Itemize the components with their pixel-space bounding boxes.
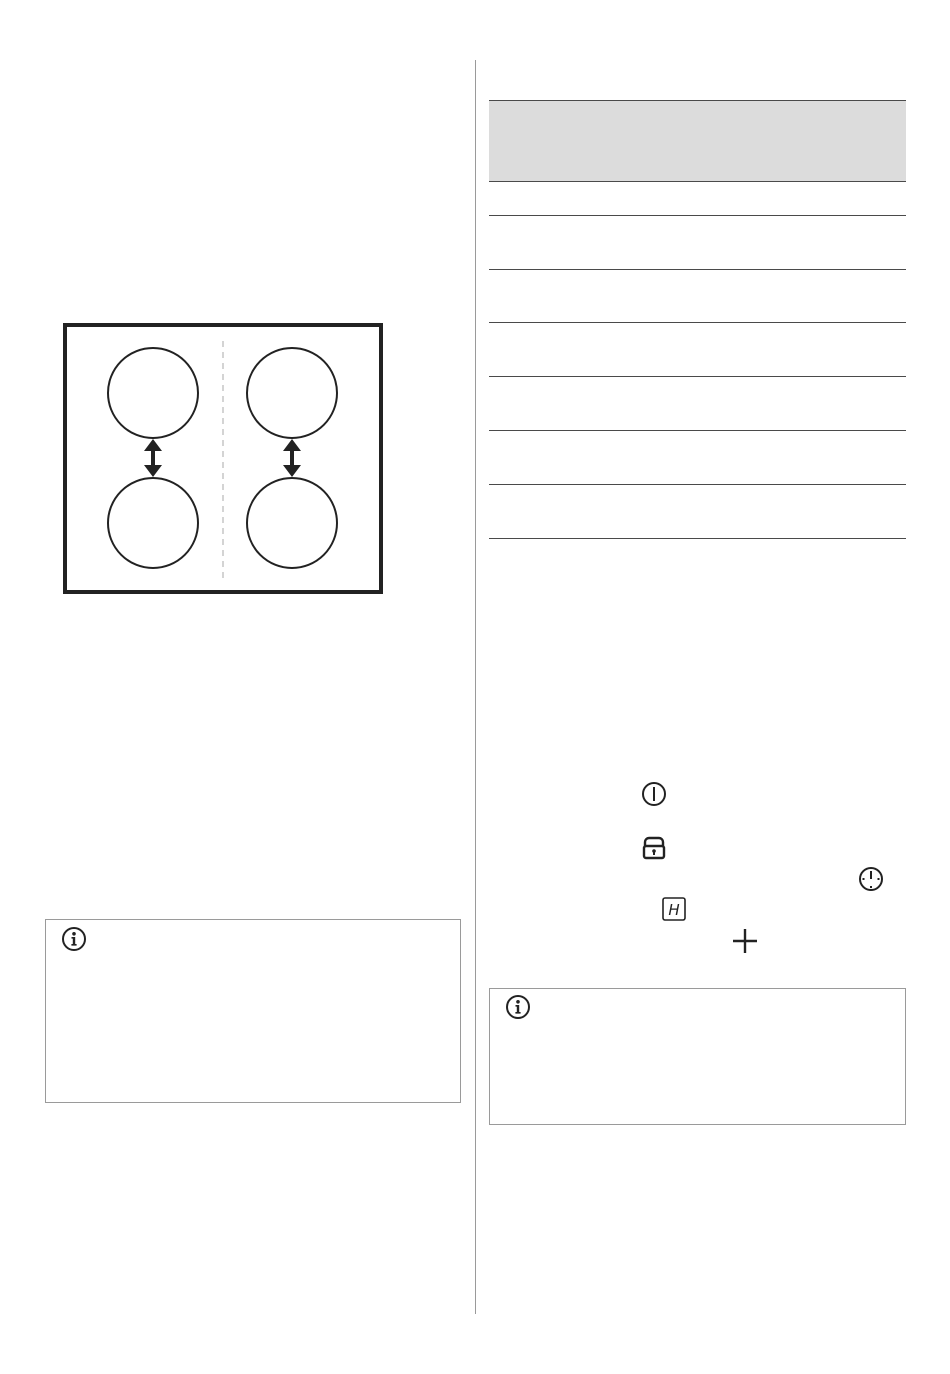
bridge-arrow-right: [283, 439, 301, 477]
table-row-divider: [489, 269, 906, 270]
hob-diagram: [63, 323, 383, 594]
plus-icon: [731, 927, 759, 955]
residual-heat-label: H: [668, 901, 680, 919]
bridge-arrow-left: [144, 439, 162, 477]
table-row-divider: [489, 484, 906, 485]
hob-diagram-svg: [63, 323, 383, 594]
cooking-zone-left-rear: [108, 348, 198, 438]
residual-heat-icon: [661, 896, 687, 922]
timer-icon: [857, 865, 885, 893]
specification-table: [489, 100, 906, 540]
cooking-zone-right-front: [247, 478, 337, 568]
onoff-icon: [640, 780, 668, 808]
table-row-divider: [489, 538, 906, 539]
table-row-divider: [489, 215, 906, 216]
table-row-divider: [489, 376, 906, 377]
cooking-zone-left-front: [108, 478, 198, 568]
info-box-right: [489, 988, 906, 1125]
lock-icon: [640, 834, 668, 862]
table-row-divider: [489, 430, 906, 431]
table-row-divider: [489, 322, 906, 323]
table-header: [489, 100, 906, 182]
info-box-left: [45, 919, 461, 1103]
column-divider: [475, 60, 476, 1314]
info-icon: [62, 927, 86, 951]
cooking-zone-right-rear: [247, 348, 337, 438]
info-icon: [506, 995, 530, 1019]
